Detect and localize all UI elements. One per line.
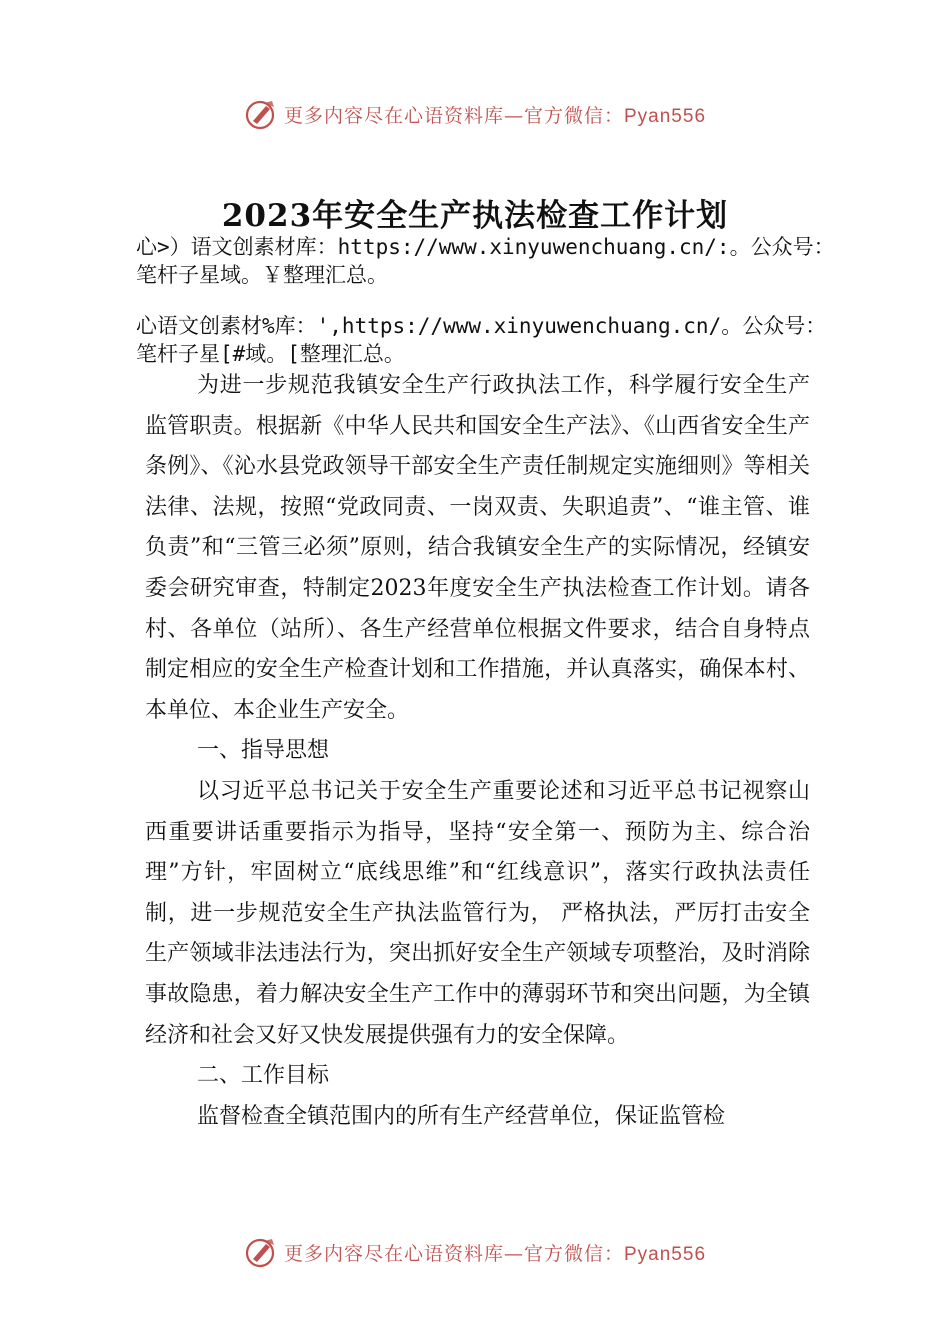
document-title: 2023年安全生产执法检查工作计划 [221,198,729,234]
section-heading-2: 二、工作目标 [197,1063,330,1089]
intro-paragraph: 为进一步规范我镇安全生产行政执法工作，科学履行安全生产监管职责。根据新《中华人民共和国安全生产法》、《山西省安全生产条例》、《沁水县党政领导干部安全生产责任制规定实施细则》等相关法律、法规，按照“党政同责、一岗双责、失职追责”、“谁主管、谁负责”和“三管三必须”原则，结合我镇安全生产的实际情况，经镇安委会研究审查，特制定2023年度安全生产执法检查工作计划。请各村、各单位（站所）、各生产经营单位根据文件要求，结合自身特点制定相应的安全生产检查计划和工作措施，并认真落实，确保本村、 本单位、本企业生产安全。 [145,373,810,723]
banner-text: 更多内容尽在心语资料库—官方微信：Pyan556 [283,104,707,127]
pen-seal-logo-icon [244,1235,278,1269]
pen-seal-logo-icon [244,97,278,131]
banner-wechat: Pyan556 [624,105,707,127]
section-heading-1: 一、指导思想 [197,738,330,764]
banner-wechat: Pyan556 [624,1243,707,1265]
banner-text: 更多内容尽在心语资料库—官方微信：Pyan556 [283,1242,707,1265]
document-body [145,366,810,1137]
source-note-1: 心>）语文创素材库：https://www.xinyuwenchuang.cn/:。公众号：笔杆子星域。￥整理汇总。 [136,235,835,287]
header-banner [0,94,950,134]
footer-banner [0,1232,950,1272]
section-paragraph-2: 监督检查全镇范围内的所有生产经营单位，保证监管检 [197,1103,726,1129]
section-paragraph-1: 以习近平总书记关于安全生产重要论述和习近平总书记视察山西重要讲话重要指示为指导，坚持“安全第一、预防为主、综合治理”方针，牢固树立“底线思维”和“红线意识”，落实行政执法责任制，进一步规范安全生产执法监管行为， 严格执法，严厉打击安全生产领域非法违法行为，突出抓好安全生产领域专项整治，及时消除事故隐患，着力解决安全生产工作中的薄弱环节和突出问题，为全镇经济和社会又好又快发展提供强有力的安全保障。 [145,778,810,1048]
source-note-2: 心语文创素材%库：',https://www.xinyuwenchuang.cn/。公众号：笔杆子星[#域。[整理汇总。 [136,314,827,366]
